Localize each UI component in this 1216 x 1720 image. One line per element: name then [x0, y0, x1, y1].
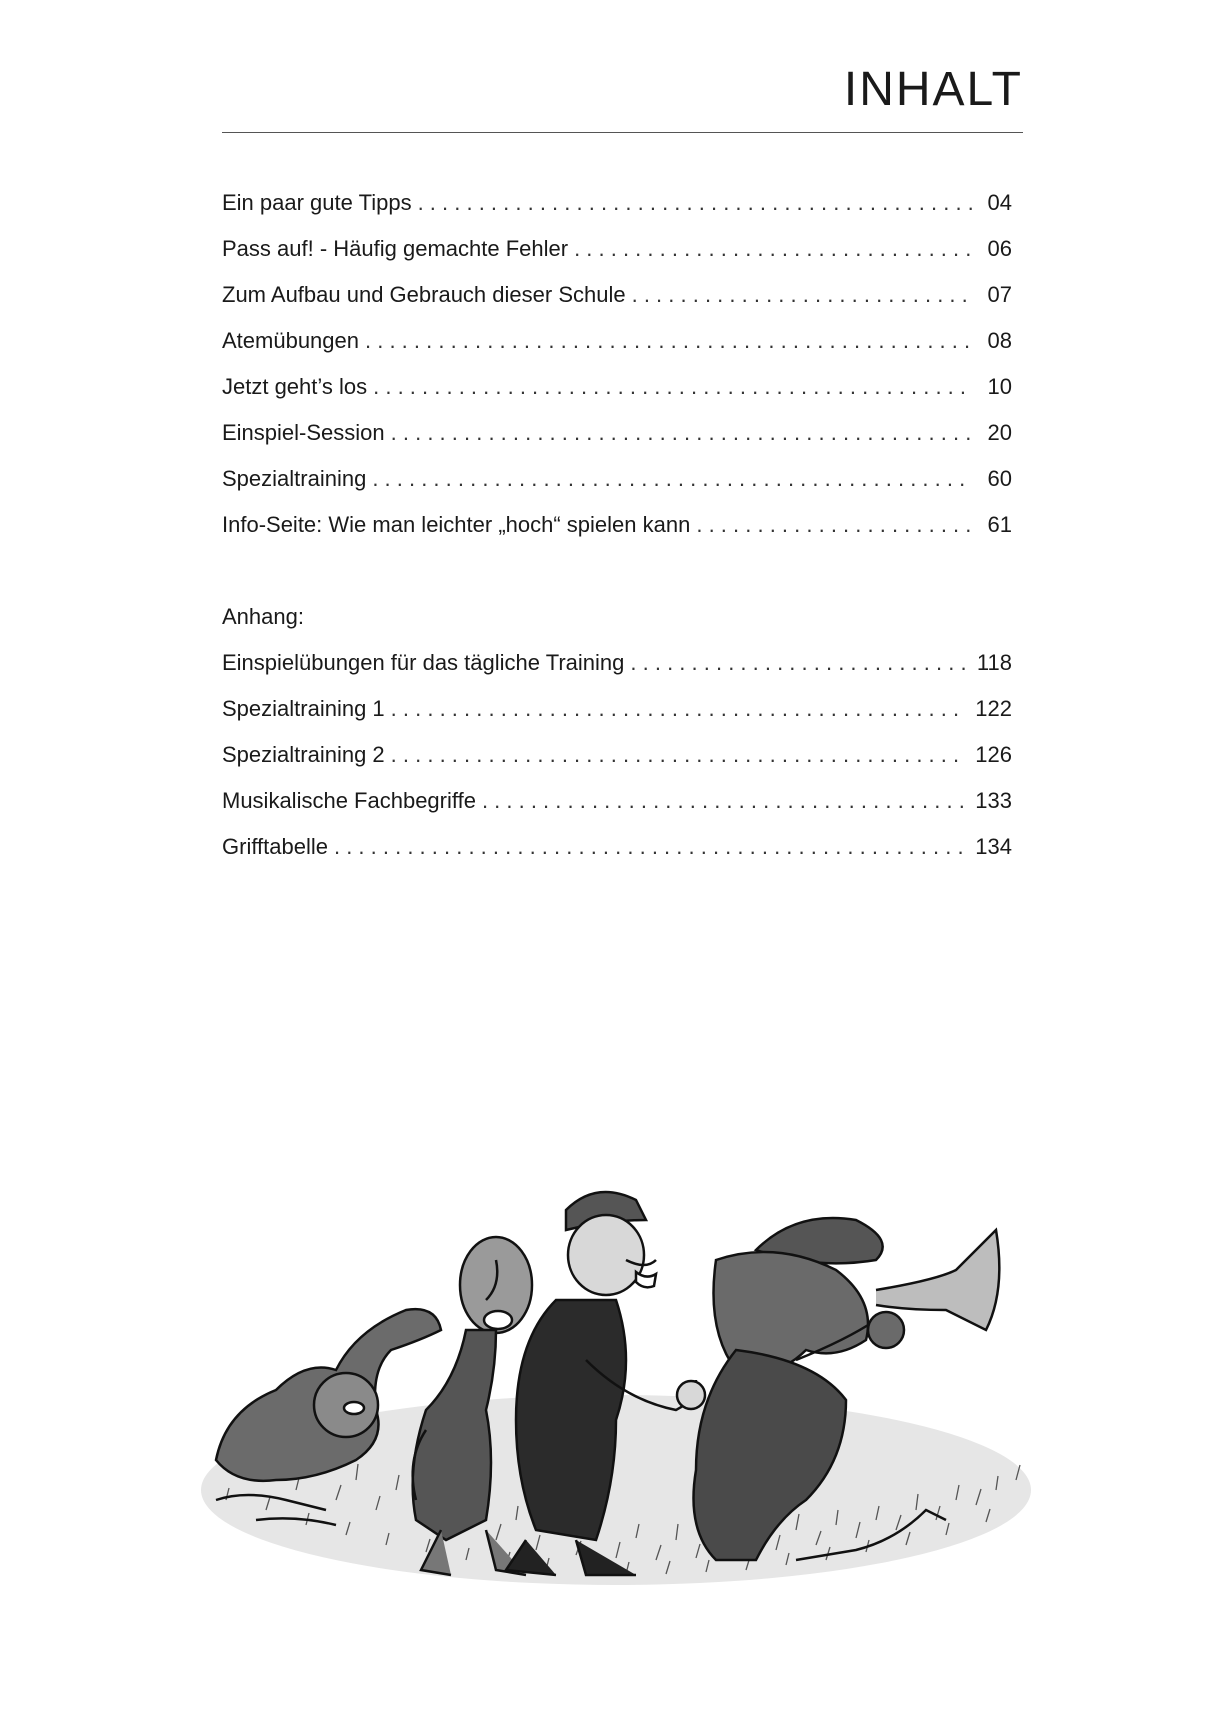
toc-entry[interactable] [222, 236, 1012, 282]
title-divider [222, 132, 1023, 133]
table-of-contents [222, 190, 1012, 558]
toc-entry-label: Info-Seite: Wie man leichter „hoch“ spielen kann [222, 512, 691, 537]
toc-entry[interactable] [222, 466, 1012, 512]
leader-dots [365, 328, 972, 354]
toc-entry-label: Spezialtraining [222, 466, 367, 491]
appendix-list [222, 650, 1012, 880]
leader-dots [630, 650, 965, 676]
toc-entry-page: 06 [987, 236, 1012, 261]
leader-dots [372, 466, 972, 492]
toc-entry[interactable] [222, 696, 1012, 742]
toc-entry[interactable] [222, 788, 1012, 834]
toc-entry-page: 134 [975, 834, 1012, 859]
leader-dots [391, 742, 964, 768]
toc-entry-page: 122 [975, 696, 1012, 721]
cartoon-band-illustration [196, 1160, 1056, 1610]
toc-entry-label: Musikalische Fachbegriffe [222, 788, 476, 813]
toc-entry-page: 10 [987, 374, 1012, 399]
toc-entry-label: Ein paar gute Tipps [222, 190, 412, 215]
toc-entry-page: 126 [975, 742, 1012, 767]
leader-dots [334, 834, 963, 860]
toc-entry[interactable] [222, 420, 1012, 466]
appendix-heading: Anhang: [222, 604, 304, 629]
page-title: INHALT [843, 63, 1023, 116]
toc-entry[interactable] [222, 190, 1012, 236]
toc-entry-label: Zum Aufbau und Gebrauch dieser Schule [222, 282, 626, 307]
toc-entry-label: Einspielübungen für das tägliche Training [222, 650, 625, 675]
leader-dots [391, 420, 972, 446]
leader-dots [482, 788, 963, 814]
toc-entry-page: 04 [987, 190, 1012, 215]
toc-entry-label: Pass auf! - Häufig gemachte Fehler [222, 236, 569, 261]
toc-entry-page: 07 [987, 282, 1012, 307]
toc-entry[interactable] [222, 512, 1012, 558]
toc-entry-label: Atemübungen [222, 328, 359, 353]
toc-entry[interactable] [222, 328, 1012, 374]
toc-entry[interactable] [222, 282, 1012, 328]
toc-entry[interactable] [222, 650, 1012, 696]
toc-entry-label: Spezialtraining 1 [222, 696, 385, 721]
leader-dots [391, 696, 964, 722]
toc-entry[interactable] [222, 374, 1012, 420]
leader-dots [574, 236, 972, 262]
toc-entry-label: Grifftabelle [222, 834, 328, 859]
toc-entry-label: Einspiel-Session [222, 420, 385, 445]
toc-entry-page: 20 [987, 420, 1012, 445]
toc-entry-label: Jetzt geht’s los [222, 374, 368, 399]
leader-dots [632, 282, 972, 308]
toc-entry-page: 08 [987, 328, 1012, 353]
leader-dots [418, 190, 972, 216]
leader-dots [373, 374, 972, 400]
toc-entry-label: Spezialtraining 2 [222, 742, 385, 767]
toc-entry-page: 60 [987, 466, 1012, 491]
toc-entry-page: 133 [975, 788, 1012, 813]
toc-entry[interactable] [222, 742, 1012, 788]
toc-entry-page: 61 [987, 512, 1012, 537]
leader-dots [696, 512, 972, 538]
toc-entry-page: 118 [976, 650, 1012, 675]
toc-entry[interactable] [222, 834, 1012, 880]
